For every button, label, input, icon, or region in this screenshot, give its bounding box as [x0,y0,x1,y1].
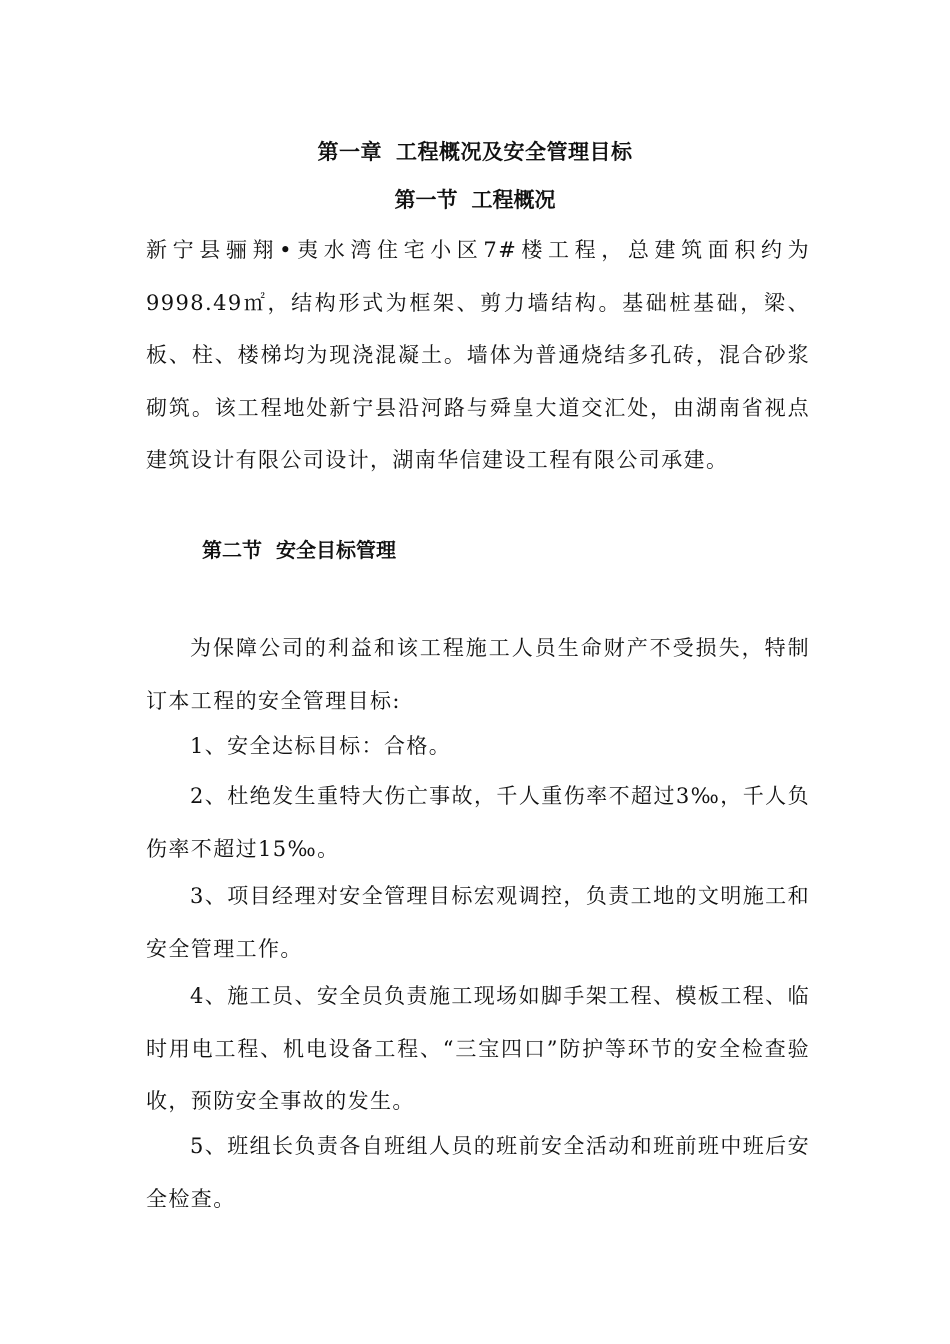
section2-heading [202,534,396,566]
section2-label: 第二节 [202,538,262,562]
project-overview-paragraph: 新宁县骊翔•夷水湾住宅小区7#楼工程，总建筑面积约为 9998.49㎡，结构形式为框架、剪力墙结构。基础桩基础，梁、板、柱、楼梯均为现浇混凝土。墙体为普通烧结多孔砖，混合砂浆砌筑。该工程地处新宁县沿河路与舜皇大道交汇处，由湖南省视点建筑设计有限公司设计，湖南华信建设工程有限公司承建。 [146,238,833,472]
section2-title: 安全目标管理 [276,538,396,562]
safety-item-5: 5、班组长负责各自班组人员的班前安全活动和班前班中班后安全检查。 [146,1134,810,1211]
safety-item-3: 3、项目经理对安全管理目标宏观调控，负责工地的文明施工和安全管理工作。 [146,884,810,961]
section1-heading [0,184,950,216]
safety-intro-paragraph: 为保障公司的利益和该工程施工人员生命财产不受损失，特制订本工程的安全管理目标: [146,636,810,713]
safety-item-1: 1、安全达标目标：合格。 [190,734,452,758]
chapter-heading [0,136,950,168]
chapter-title: 工程概况及安全管理目标 [396,139,633,164]
section1-title: 工程概况 [471,187,556,212]
chapter-label: 第一章 [317,139,382,164]
section1-label: 第一节 [394,187,458,212]
safety-item-2: 2、杜绝发生重特大伤亡事故，千人重伤率不超过3‰，千人负伤率不超过15‰。 [146,784,810,861]
safety-item-4: 4、施工员、安全员负责施工现场如脚手架工程、模板工程、临时用电工程、机电设备工程、“三宝四口”防护等环节的安全检查验收，预防安全事故的发生。 [146,984,810,1113]
